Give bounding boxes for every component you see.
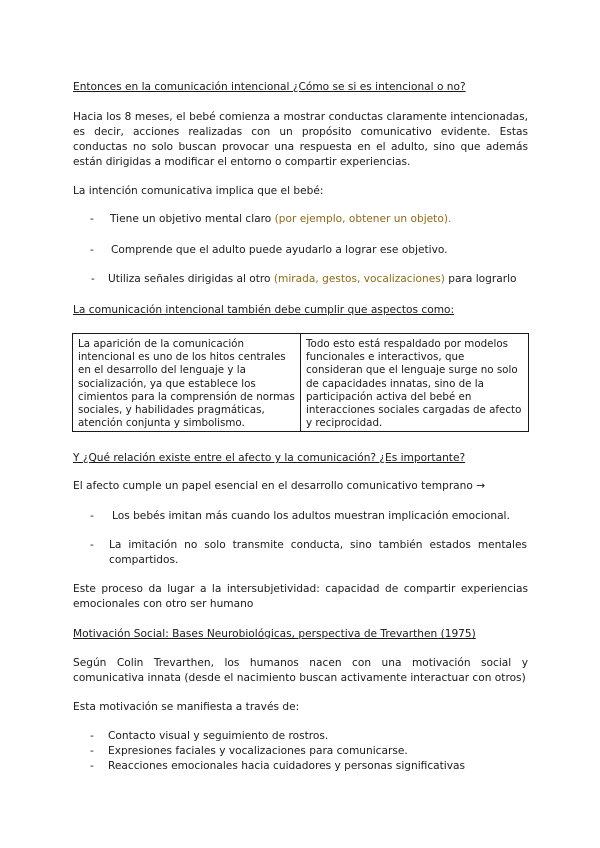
bullet-tail: para lograrlo	[448, 273, 517, 285]
table-cell-left: La aparición de la comunicación intencional es uno de los hitos centrales en el desarrollo del lenguaje y la socialización, ya que establece los cimientos para la comprensión de normas sociales, y habilidades pragmáticas, atención conjunta y simbolismo.	[73, 334, 301, 432]
section4-paragraph: Según Colin Trevarthen, los humanos nacen con una motivación social y comunicativa innata (desde el nacimiento buscan activamente interactuar con otros)	[73, 657, 528, 684]
bullet-dash: -	[90, 539, 94, 551]
bullet-text: Reacciones emocionales hacia cuidadores y personas significativas	[108, 760, 466, 772]
bullet-highlight: (mirada, gestos, vocalizaciones)	[273, 273, 445, 285]
table-row	[73, 334, 529, 432]
info-table	[72, 333, 529, 432]
bullet-text: Utiliza señales dirigidas al otro	[108, 273, 271, 285]
table-cell-right: Todo esto está respaldado por modelos funcionales e interactivos, que consideran que el lenguaje surge no solo de capacidades innatas, sino de la participación activa del bebé en interacciones sociales cargadas de afecto y reciprocidad.	[301, 334, 529, 432]
bullet-dash: -	[90, 745, 94, 757]
bullet-text: Comprende que el adulto puede ayudarlo a lograr ese objetivo.	[111, 244, 448, 256]
section3-intro: El afecto cumple un papel esencial en el desarrollo comunicativo temprano →	[73, 480, 486, 492]
section2-heading: La comunicación intencional también debe cumplir que aspectos como:	[73, 304, 455, 316]
section3-heading: Y ¿Qué relación existe entre el afecto y la comunicación? ¿Es importante?	[73, 452, 466, 464]
section1-heading: Entonces en la comunicación intencional ¿Cómo se si es intencional o no?	[73, 81, 466, 93]
bullet-dash: -	[90, 244, 94, 256]
bullet-highlight: (por ejemplo, obtener un objeto).	[274, 213, 452, 225]
bullet-text: Contacto visual y seguimiento de rostros.	[108, 730, 329, 742]
bullet-dash: -	[90, 730, 94, 742]
bullet-dash: -	[91, 273, 95, 285]
bullet-text: La imitación no solo transmite conducta, sino también estados mentales compartidos.	[109, 539, 527, 566]
bullet-dash: -	[90, 760, 94, 772]
section3-conclusion: Este proceso da lugar a la intersubjetividad: capacidad de compartir experiencias emocionales con otro ser humano	[73, 583, 528, 610]
bullet-text: Tiene un objetivo mental claro	[110, 213, 272, 225]
section1-intro: La intención comunicativa implica que el bebé:	[73, 185, 324, 197]
section4-heading: Motivación Social: Bases Neurobiológicas, perspectiva de Trevarthen (1975)	[73, 628, 476, 640]
bullet-dash: -	[90, 213, 94, 225]
section4-intro: Esta motivación se manifiesta a través de:	[73, 701, 300, 713]
bullet-text: Los bebés imitan más cuando los adultos muestran implicación emocional.	[112, 510, 510, 522]
section1-paragraph: Hacia los 8 meses, el bebé comienza a mostrar conductas claramente intencionadas, es decir, acciones realizadas con un propósito comunicativo evidente. Estas conductas no solo buscan provocar una respuesta en el adulto, sino que además están dirigidas a modificar el entorno o compartir experiencias.	[73, 111, 528, 168]
bullet-dash: -	[90, 510, 94, 522]
bullet-text: Expresiones faciales y vocalizaciones para comunicarse.	[108, 745, 408, 757]
